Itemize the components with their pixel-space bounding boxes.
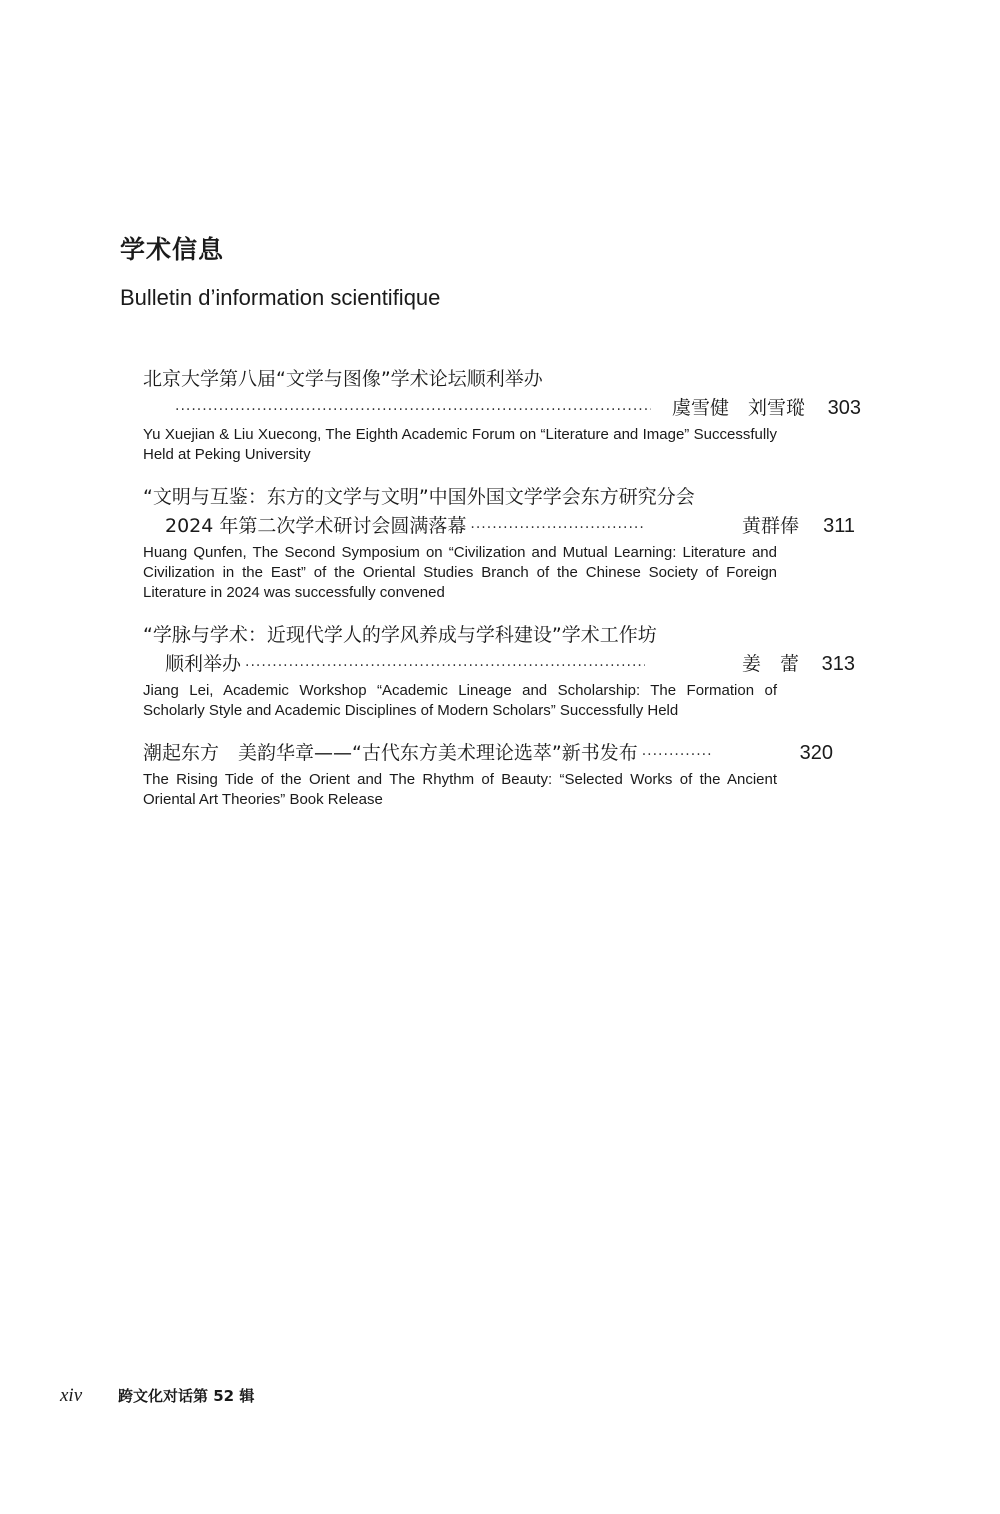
entry-title-en: The Rising Tide of the Orient and The Rhythm of Beauty: “Selected Works of the Ancient Oriental Art Theories” Book Release	[143, 771, 777, 808]
entry-title-en: Huang Qunfen, The Second Symposium on “Civilization and Mutual Learning: Literature and Civilization in the East” of the Oriental Studies Branch of the Chinese Society of Foreign Literature in 2024 was successfully convened	[143, 544, 777, 601]
entry-page-number[interactable]: 311	[823, 515, 855, 537]
entry-title-cn-continued: 2024 年第二次学术研讨会圆满落幕	[165, 515, 467, 537]
entry-leader-row	[143, 739, 833, 768]
toc-entry[interactable]	[143, 483, 855, 603]
entry-page-number[interactable]: 313	[821, 653, 855, 675]
entry-title-en: Yu Xuejian & Liu Xuecong, The Eighth Academic Forum on “Literature and Image” Successfully Held at Peking University	[143, 426, 777, 463]
journal-title: 跨文化对话第 52 辑	[118, 1387, 255, 1405]
toc-entry[interactable]	[143, 365, 861, 465]
entry-leader-row	[143, 394, 861, 423]
entry-page-number[interactable]: 303	[827, 397, 861, 419]
entry-title-cn: 北京大学第八届“文学与图像”学术论坛顺利举办	[143, 368, 543, 390]
dot-leader	[642, 741, 712, 770]
dot-leader	[245, 652, 645, 681]
entry-author: 虞雪健 刘雪瑽	[671, 397, 805, 419]
entry-author: 黄群俸	[741, 515, 799, 537]
section-subtitle: Bulletin d’information scientifique	[120, 285, 441, 310]
toc-list	[143, 365, 861, 828]
entry-leader-row	[143, 650, 855, 679]
entry-page-number[interactable]: 320	[799, 742, 833, 764]
dot-leader	[470, 514, 645, 543]
entry-leader-row	[143, 512, 855, 541]
dot-leader	[175, 396, 651, 425]
entry-title-cn-continued: 顺利举办	[165, 653, 242, 675]
toc-entry[interactable]	[143, 621, 855, 721]
entry-title-cn: 潮起东方 美韵华章——“古代东方美术理论选萃”新书发布	[143, 742, 638, 764]
toc-entry[interactable]	[143, 739, 833, 810]
entry-title-cn: “文明与互鉴：东方的文学与文明”中国外国文学学会东方研究分会	[143, 486, 695, 508]
entry-author: 姜 蕾	[741, 653, 799, 675]
section-title: 学术信息	[120, 235, 225, 264]
folio-page-number: xiv	[60, 1385, 83, 1406]
entry-title-cn: “学脉与学术：近现代学人的学风养成与学科建设”学术工作坊	[143, 624, 657, 646]
page-footer	[60, 1385, 254, 1407]
entry-title-en: Jiang Lei, Academic Workshop “Academic Lineage and Scholarship: The Formation of Scholarly Style and Academic Disciplines of Modern Scholars” Successfully Held	[143, 682, 777, 719]
